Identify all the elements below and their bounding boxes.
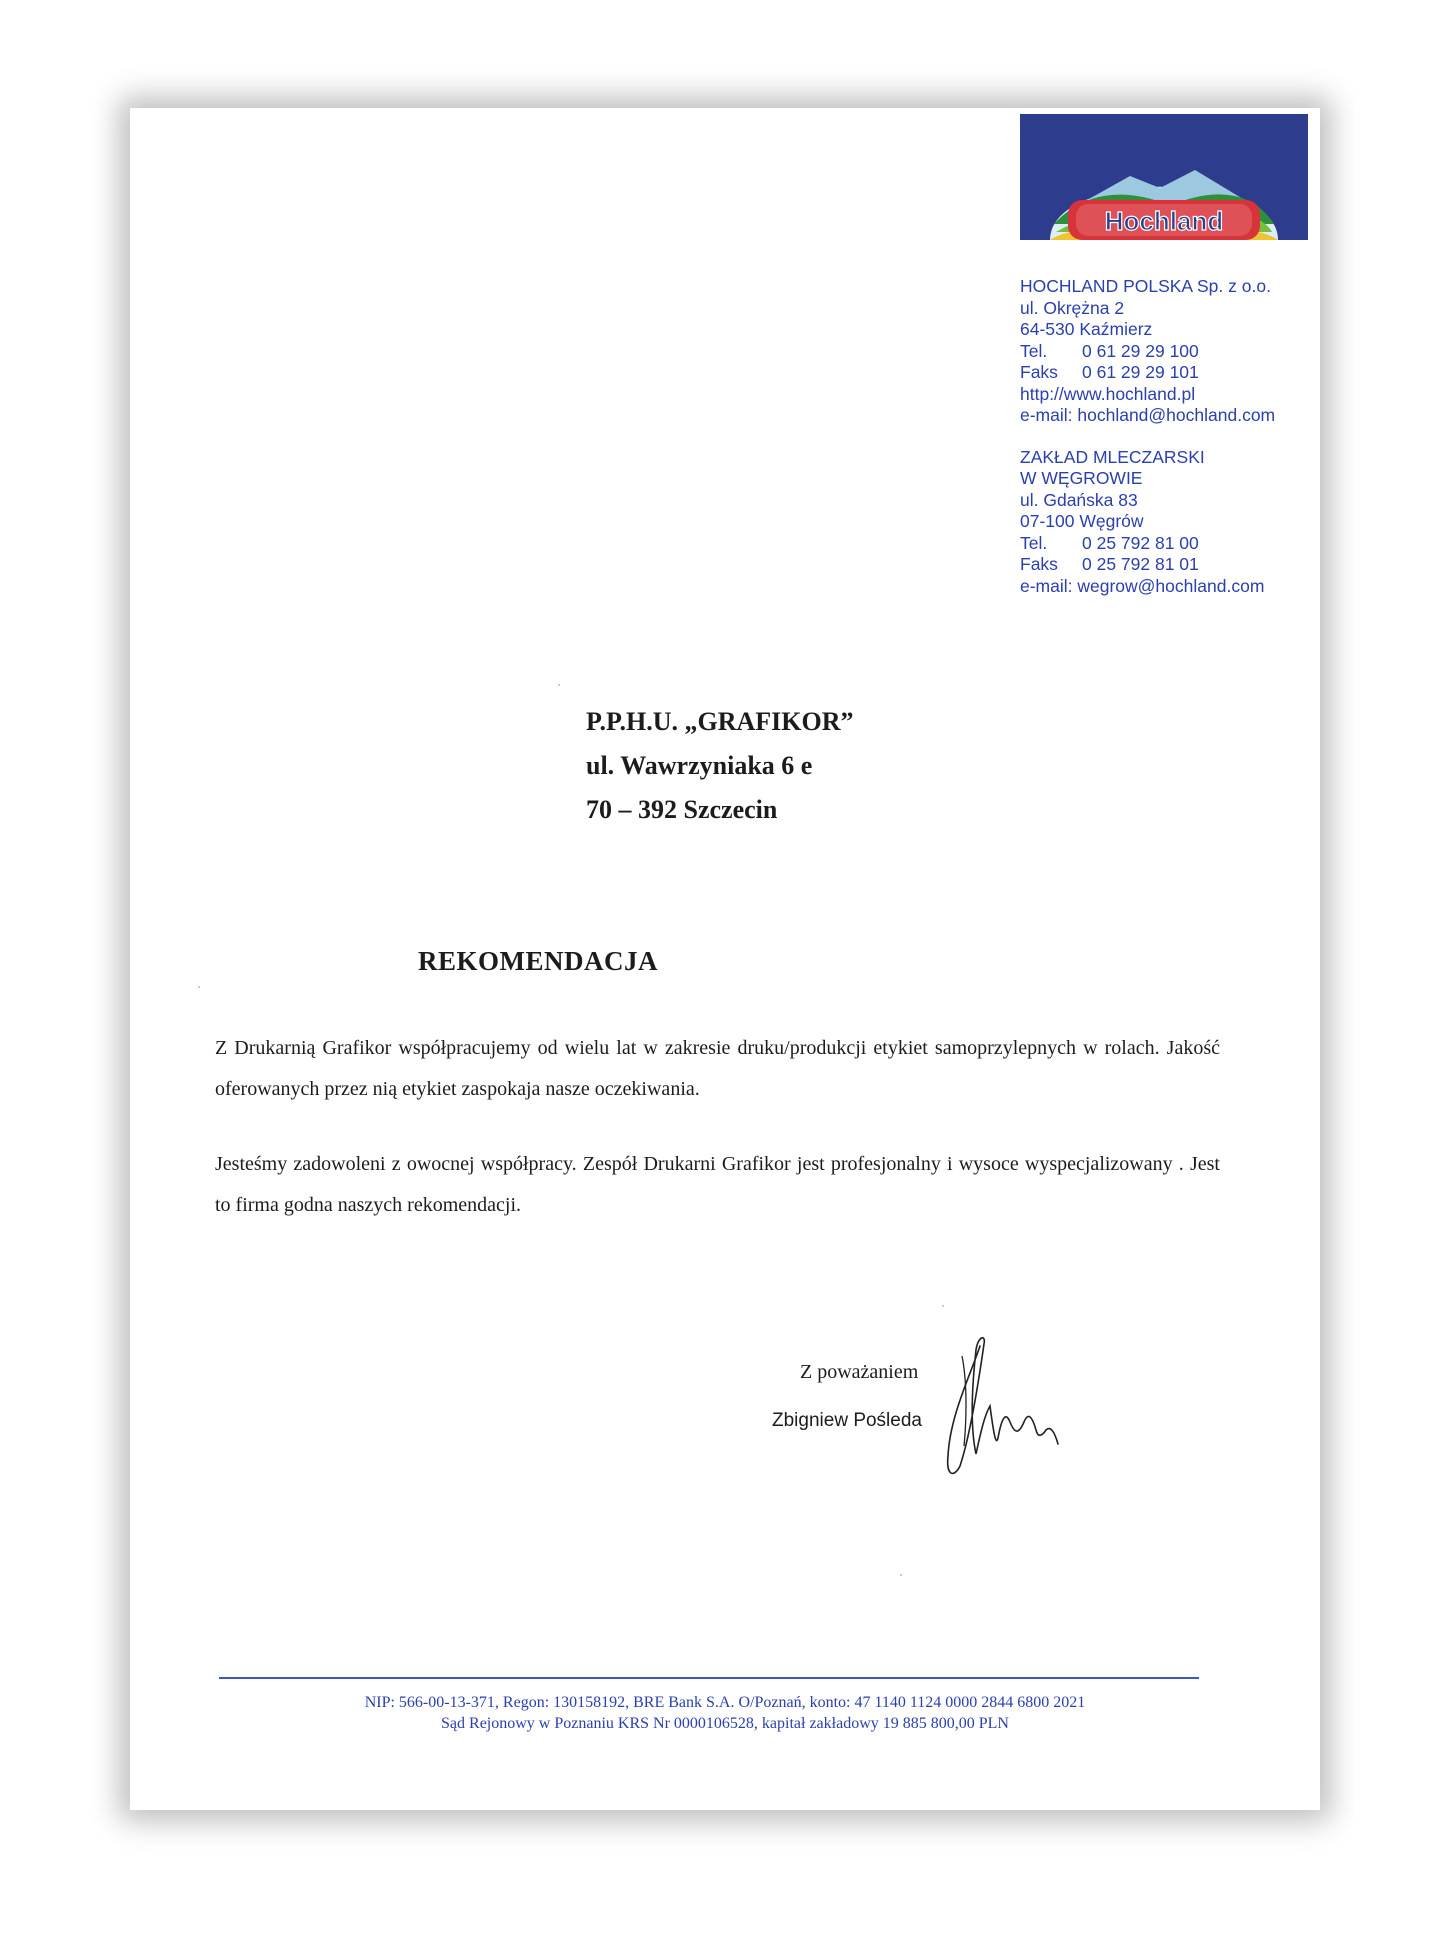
- branch-fax-value: 0 25 792 81 01: [1082, 554, 1199, 574]
- hochland-logo: [1020, 114, 1308, 240]
- paragraph-1: Z Drukarnią Grafikor współpracujemy od wielu lat w zakresie druku/produkcji etykiet samoprzylepnych w rolach. Jakość oferowanych przez nią etykiet zaspokaja nasze oczekiwania.: [215, 1037, 1220, 1100]
- recipient-name: P.P.H.U. „GRAFIKOR”: [586, 707, 854, 736]
- paragraph-2: Jesteśmy zadowoleni z owocnej współpracy. Zespół Drukarni Grafikor jest profesjonalny i wysoce wyspecjalizowany . Jest to firma godna naszych rekomendacji.: [215, 1153, 1220, 1216]
- closing-phrase: Z poważaniem: [800, 1361, 919, 1383]
- branch-tel: [1020, 533, 1275, 555]
- branch-line2: W WĘGROWIE: [1020, 468, 1143, 488]
- branch-city: 07-100 Węgrów: [1020, 511, 1144, 531]
- branch-tel-label: Tel.: [1020, 532, 1048, 553]
- tel-value: 0 61 29 29 100: [1082, 340, 1199, 361]
- branch-line1: ZAKŁAD MLECZARSKI: [1020, 446, 1205, 467]
- fax-value: 0 61 29 29 101: [1082, 362, 1199, 382]
- footer: [130, 1692, 1320, 1734]
- branch-fax: [1020, 554, 1275, 576]
- letter-title: REKOMENDACJA: [418, 946, 658, 976]
- branch-street: ul. Gdańska 83: [1020, 489, 1138, 510]
- footer-line-2: Sąd Rejonowy w Poznaniu KRS Nr 0000106528, kapitał zakładowy 19 885 800,00 PLN: [441, 1715, 1009, 1732]
- recipient-address: [586, 700, 854, 832]
- branch-fax-label: Faks: [1020, 554, 1058, 574]
- signer-name: Zbigniew Pośleda: [772, 1410, 922, 1431]
- tel-label: Tel.: [1020, 340, 1048, 361]
- scan-speck: [900, 1574, 902, 1576]
- letter-page: [130, 108, 1320, 1810]
- scan-speck: [942, 1305, 944, 1307]
- company-street: ul. Okrężna 2: [1020, 297, 1125, 318]
- company-city: 64-530 Kaźmierz: [1020, 319, 1153, 339]
- branch-email[interactable]: e-mail: wegrow@hochland.com: [1020, 575, 1265, 596]
- handwritten-signature: [940, 1326, 1080, 1486]
- footer-divider: [219, 1677, 1199, 1679]
- company-email[interactable]: e-mail: hochland@hochland.com: [1020, 405, 1276, 425]
- recipient-city: 70 – 392 Szczecin: [586, 795, 778, 824]
- footer-line-1: NIP: 566-00-13-371, Regon: 130158192, BRE Bank S.A. O/Poznań, konto: 47 1140 1124 0000 2844 6800 2021: [364, 1694, 1086, 1711]
- fax-label: Faks: [1020, 362, 1058, 382]
- logo-wordmark: Hochland: [1104, 206, 1224, 236]
- company-fax: [1020, 362, 1275, 384]
- company-website[interactable]: http://www.hochland.pl: [1020, 383, 1196, 404]
- company-name: HOCHLAND POLSKA Sp. z o.o.: [1020, 276, 1271, 296]
- recipient-street: ul. Wawrzyniaka 6 e: [586, 751, 813, 780]
- company-tel: [1020, 341, 1275, 363]
- company-contact: [1020, 276, 1275, 597]
- branch-tel-value: 0 25 792 81 00: [1082, 532, 1199, 553]
- scan-speck: [558, 684, 560, 686]
- scan-speck: [198, 986, 200, 988]
